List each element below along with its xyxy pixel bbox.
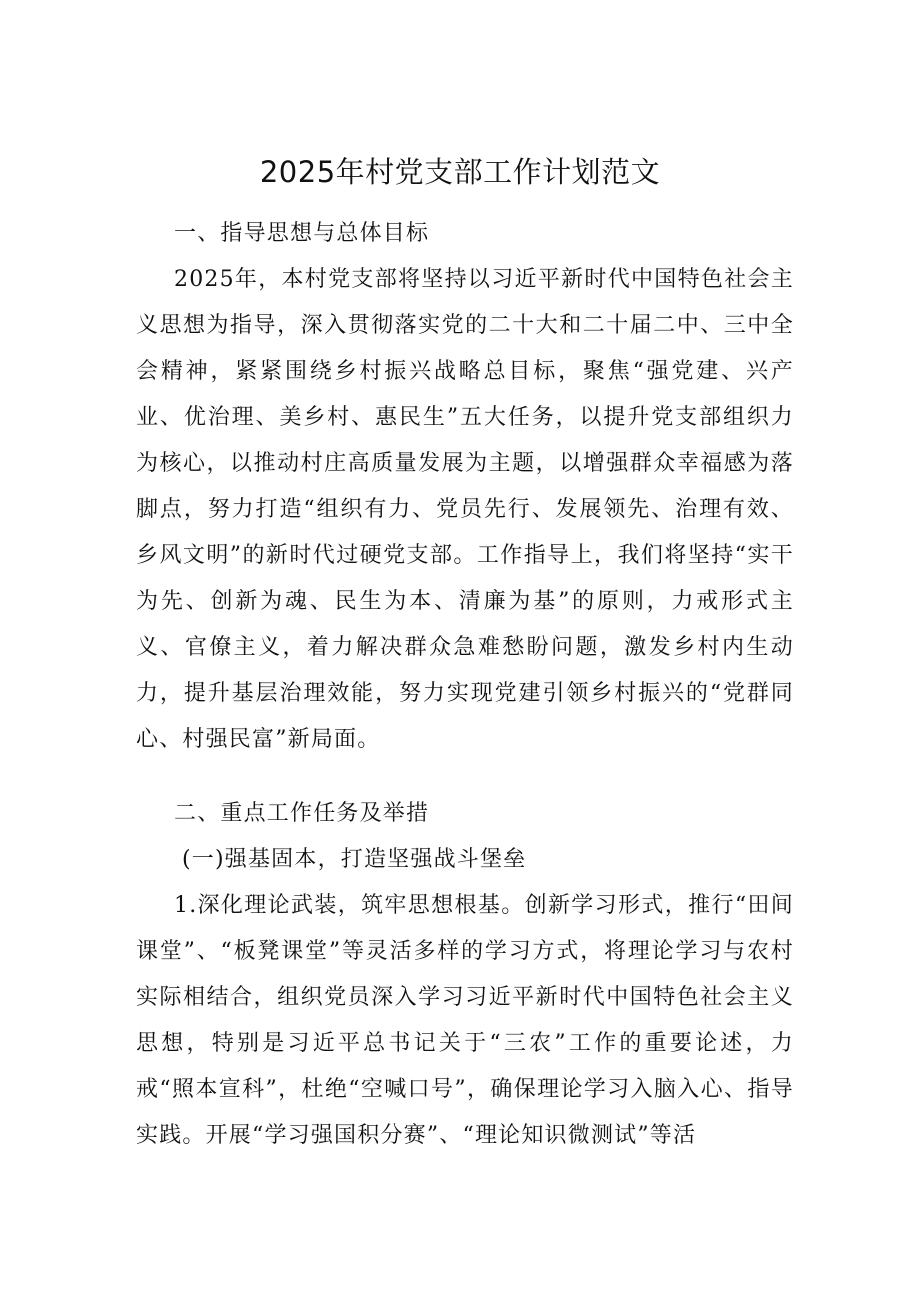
section-heading-key-tasks: 二、重点工作任务及举措 [174,801,430,826]
section-heading-guiding-ideology: 一、指导思想与总体目标 [174,221,430,246]
document-title: 2025年村党支部工作计划范文 [259,155,661,189]
subsection-heading-strengthen-foundation: (一)强基固本，打造坚强战斗堡垒 [182,847,527,872]
paragraph-guiding-ideology: 2025年，本村党支部将坚持以习近平新时代中国特色社会主义思想为指导，深入贯彻落实党的二十大和二十届二中、三中全会精神，紧紧围绕乡村振兴战略总目标，聚焦“强党建、兴产业、优治理、美乡村、惠民生”五大任务，以提升党支部组织力为核心，以推动村庄高质量发展为主题，以增强群众幸福感为落脚点，努力打造“组织有力、党员先行、发展领先、治理有效、乡风文明”的新时代过硬党支部。工作指导上，我们将坚持“实干为先、创新为魂、民生为本、清廉为基”的原则，力戒形式主义、官僚主义，着力解决群众急难愁盼问题，激发乡村内生动力，提升基层治理效能，努力实现党建引领乡村振兴的“党群同心、村强民富”新局面。 [136,267,794,752]
paragraph-theory-study: 1.深化理论武装，筑牢思想根基。创新学习形式，推行“田间课堂”、“板凳课堂”等灵活多样的学习方式，将理论学习与农村实际相结合，组织党员深入学习习近平新时代中国特色社会主义思想，特别是习近平总书记关于“三农”工作的重要论述，力戒“照本宣科”，杜绝“空喊口号”，确保理论学习入脑入心、指导实践。开展“学习强国积分赛”、“理论知识微测试”等活 [136,893,794,1148]
